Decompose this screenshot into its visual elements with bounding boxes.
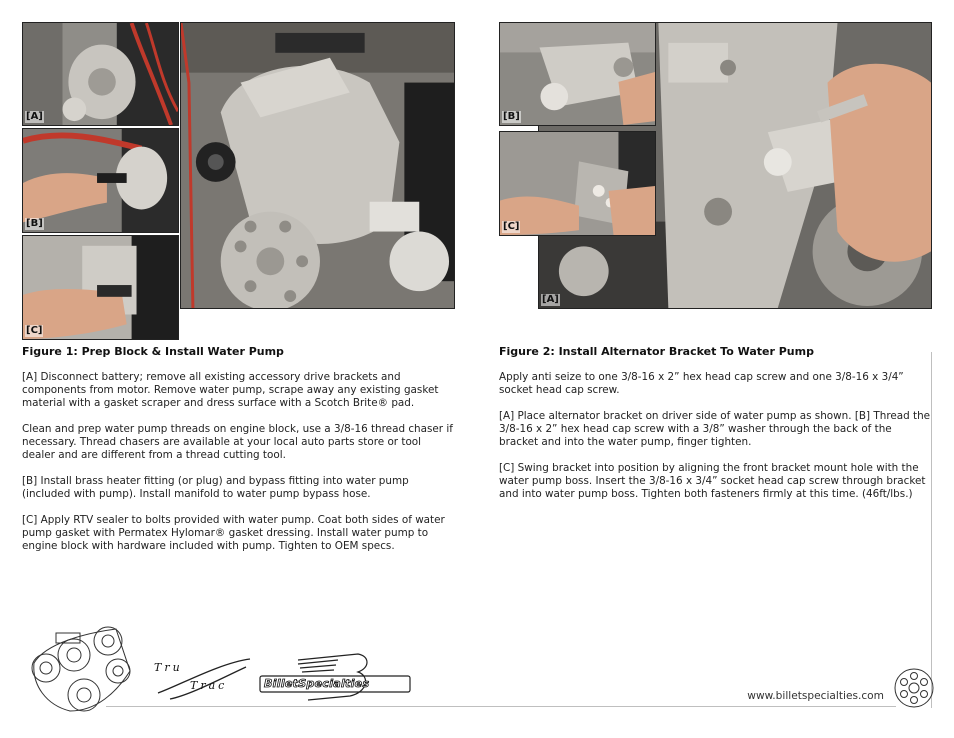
- fig2-photo-a-label: [A]: [542, 294, 559, 305]
- fig2-title: Figure 2: Install Alternator Bracket To Water Pump: [499, 345, 814, 358]
- fig1-paragraph: [A] Disconnect battery; remove all existing accessory drive brackets and components from motor. Remove water pump, scrape away any existing gasket material with a gasket scraper and dress surface with a Scotch Brite® pad.: [22, 371, 439, 409]
- right-divider: [931, 352, 932, 708]
- fig1-photo-main: [180, 22, 455, 309]
- fig2-paragraph: [C] Swing bracket into position by aligning the front bracket mount hole with the water pump boss. Insert the 3/8-16 x 3/4” socket head cap screw through bracket and into water pump boss. Tighten both fasteners firmly at this time. (46ft/lbs.): [499, 462, 926, 500]
- fig1-photo-c: [22, 235, 179, 340]
- fig2-photo-c-label: [C]: [503, 221, 520, 232]
- fig1-photo-c-label: [C]: [26, 325, 43, 336]
- fig2-paragraph: Apply anti seize to one 3/8-16 x 2” hex head cap screw and one 3/8-16 x 3/4” socket head cap screw.: [499, 371, 904, 396]
- website-url: www.billetspecialties.com: [747, 690, 884, 702]
- fig2-photo-c: [499, 131, 656, 236]
- fig2-photo-b-label: [B]: [503, 111, 520, 122]
- footer-divider: [106, 706, 896, 707]
- fig2-photo-b: [499, 22, 656, 126]
- fig1-paragraph: [B] Install brass heater fitting (or plug) and bypass fitting into water pump (included with pump). Install manifold to water pump bypass hose.: [22, 475, 409, 500]
- fig1-paragraph: Clean and prep water pump threads on engine block, use a 3/8-16 thread chaser if necessary. Thread chasers are available at your local auto parts store or tool dealer and are different from a thread cutting tool.: [22, 423, 453, 461]
- trutrac-logo-text-2: Trac: [190, 679, 228, 692]
- fig1-photo-a-label: [A]: [26, 111, 43, 122]
- trutrac-logo-text-1: Tru: [154, 661, 183, 674]
- fig1-photo-b-label: [B]: [26, 218, 43, 229]
- fig2-body: [499, 371, 931, 514]
- billet-specialties-logo: [258, 652, 416, 704]
- fig1-title: Figure 1: Prep Block & Install Water Pump: [22, 345, 284, 358]
- fig1-body: [22, 371, 454, 566]
- trutrac-logo: [150, 655, 255, 703]
- engine-drive-illustration: [26, 623, 136, 713]
- billet-logo-text: BilletSpecialties: [264, 677, 370, 690]
- fig1-paragraph: [C] Apply RTV sealer to bolts provided with water pump. Coat both sides of water pump gasket with Permatex Hylomar® gasket dressing. Install water pump to engine block with hardware included with pump. Tighten to OEM specs.: [22, 514, 445, 552]
- fig1-photo-a: [22, 22, 179, 126]
- pulley-icon: [893, 667, 935, 709]
- fig1-photo-b: [22, 128, 179, 233]
- fig2-paragraph: [A] Place alternator bracket on driver side of water pump as shown. [B] Thread the 3/8-16 x 2” hex head cap screw with a 3/8” washer through the back of the bracket and into the water pump, finger tighten.: [499, 410, 931, 448]
